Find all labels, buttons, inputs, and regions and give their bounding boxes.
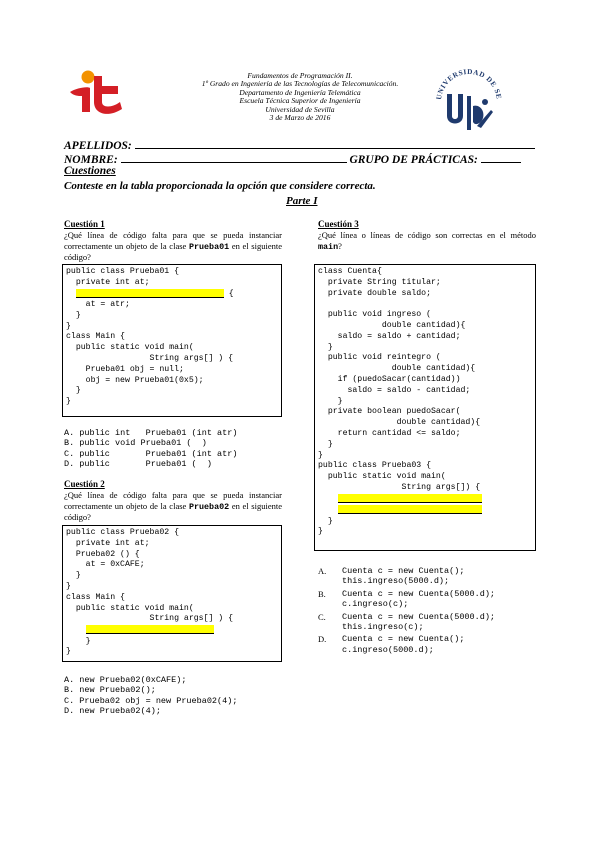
q1-option-b[interactable]: B. public void Prueba01 ( ) xyxy=(64,438,207,449)
q1-code-box xyxy=(62,264,282,417)
q3-code-line: } xyxy=(318,450,323,460)
q2-text-post: en el siguiente código? xyxy=(64,500,282,522)
q3-code-line: String args[]) { xyxy=(318,482,481,492)
q1-code-line: public class Prueba01 { xyxy=(66,267,180,276)
q3-code-line: } xyxy=(318,527,323,537)
q3-text-code: main xyxy=(318,241,339,252)
q2-code-line: } xyxy=(66,571,81,581)
q3-code-line: double cantidad){ xyxy=(318,364,476,374)
q2-code-line: private int at; xyxy=(66,538,150,548)
instruction-text: Conteste en la tabla proporcionada la opción que considere correcta. xyxy=(64,180,376,192)
q3-code-line: double cantidad){ xyxy=(318,320,466,330)
q3-option-letter: C. xyxy=(318,611,326,622)
q1-code-line: } xyxy=(66,310,81,320)
university-seal-icon xyxy=(433,66,505,136)
it-logo-icon xyxy=(68,68,128,116)
q2-code-line: Prueba02 () { xyxy=(66,549,140,559)
q2-option-c[interactable]: C. Prueba02 obj = new Prueba02(4); xyxy=(64,695,238,706)
q2-code-line: String args[] ) { xyxy=(66,614,234,624)
header-block xyxy=(150,72,450,122)
q3-code-line xyxy=(318,494,532,505)
q1-option-d[interactable]: D. public Prueba01 ( ) xyxy=(64,459,212,470)
nombre-line[interactable] xyxy=(121,152,347,163)
q3-code-line: private String titular; xyxy=(318,277,441,287)
q3-missing-line-highlight-1[interactable] xyxy=(338,494,482,503)
q1-code-line: } xyxy=(66,397,71,407)
q2-option-b[interactable]: B. new Prueba02(); xyxy=(64,685,156,696)
q2-options xyxy=(64,675,237,717)
q2-option-d[interactable]: D. new Prueba02(4); xyxy=(64,706,161,717)
q3-code-line xyxy=(318,299,532,310)
apellidos-row[interactable] xyxy=(64,138,534,152)
q3-code-line xyxy=(318,505,532,516)
q3-option-line: Cuenta c = new Cuenta(); xyxy=(342,634,465,645)
q1-code-line: } xyxy=(66,321,71,331)
q1-text xyxy=(64,230,282,263)
q1-code-line: { xyxy=(66,289,278,300)
q1-option-c[interactable]: C. public Prueba01 (int atr) xyxy=(64,448,238,459)
school-name: Escuela Técnica Superior de Ingeniería xyxy=(239,96,361,106)
q2-code-box xyxy=(62,525,282,662)
q3-option-line: c.ingreso(5000.d); xyxy=(342,644,434,655)
q3-code-line: saldo = saldo - cantidad; xyxy=(318,385,471,395)
q3-text-pre: ¿Qué línea o líneas de código son correctas en el método xyxy=(318,230,536,240)
q3-code-line: } xyxy=(318,439,333,449)
q1-code-line: at = atr; xyxy=(66,300,130,310)
q3-title: Cuestión 3 xyxy=(318,219,359,229)
q1-code-line: class Main { xyxy=(66,332,125,342)
q1-code-line: public static void main( xyxy=(66,343,194,353)
parte-heading: Parte I xyxy=(286,195,318,207)
q2-code-line xyxy=(66,625,278,636)
q2-code-line: at = 0xCAFE; xyxy=(66,560,145,570)
q3-option-line: Cuenta c = new Cuenta(5000.d); xyxy=(342,611,496,622)
q3-option-line: this.ingreso(c); xyxy=(342,622,424,633)
q1-text-post: en el siguiente código? xyxy=(64,240,282,262)
q2-missing-line-highlight[interactable] xyxy=(86,625,214,634)
it-logo xyxy=(68,68,128,116)
university-name: Universidad de Sevilla xyxy=(265,104,335,114)
q2-code-line: } xyxy=(66,636,91,646)
q3-option-letter: A. xyxy=(318,566,327,576)
q3-text xyxy=(318,230,536,252)
q1-missing-line-highlight[interactable] xyxy=(76,289,224,298)
q2-code-line: public static void main( xyxy=(66,603,194,613)
q1-options xyxy=(64,428,237,470)
q3-text-post: ? xyxy=(338,240,342,251)
q3-code-line: private double saldo; xyxy=(318,288,432,298)
q3-code-line: public void reintegro ( xyxy=(318,353,441,363)
q3-option-c[interactable] xyxy=(318,612,538,633)
q2-text xyxy=(64,490,282,523)
grupo-line[interactable] xyxy=(481,152,521,163)
q3-options xyxy=(318,566,538,655)
q3-missing-line-highlight-2[interactable] xyxy=(338,505,482,514)
exam-date: 3 de Marzo de 2016 xyxy=(269,113,331,123)
q2-code-line: public class Prueba02 { xyxy=(66,528,180,537)
nombre-row[interactable] xyxy=(64,152,544,166)
university-seal xyxy=(433,66,505,136)
q3-code-line: private boolean puedoSacar( xyxy=(318,407,461,417)
course-name: Fundamentos de Programación II. xyxy=(247,71,353,80)
q3-code-line: if (puedoSacar(cantidad)) xyxy=(318,374,461,384)
q3-option-a[interactable] xyxy=(318,566,538,587)
q2-code-line: } xyxy=(66,581,71,591)
q3-option-b[interactable] xyxy=(318,589,538,610)
q1-code-line: obj = new Prueba01(0x5); xyxy=(66,375,204,385)
q3-code-line: public static void main( xyxy=(318,472,446,482)
apellidos-line[interactable] xyxy=(135,138,535,149)
q2-text-code: Prueba02 xyxy=(188,501,230,512)
department-name: Departamento de Ingeniería Telemática xyxy=(239,87,361,97)
q3-code-line: saldo = saldo + cantidad; xyxy=(318,331,461,341)
degree-name: 1º Grado en Ingeniería de las Tecnologías de Telecomunicación. xyxy=(201,79,399,89)
q3-option-line: this.ingreso(5000.d); xyxy=(342,576,450,587)
q2-title: Cuestión 2 xyxy=(64,479,105,489)
q1-title: Cuestión 1 xyxy=(64,219,105,229)
grupo-label: GRUPO DE PRÁCTICAS: xyxy=(349,154,478,166)
cuestiones-heading: Cuestiones xyxy=(64,165,116,177)
q1-code-line: String args[] ) { xyxy=(66,354,234,364)
q2-code-line: } xyxy=(66,647,71,657)
q3-option-line: Cuenta c = new Cuenta(); xyxy=(342,566,465,576)
q3-option-letter: B. xyxy=(318,588,326,599)
q2-code-line: class Main { xyxy=(66,592,125,602)
q3-code-line: return cantidad <= saldo; xyxy=(318,428,461,438)
q3-code-line: public class Prueba03 { xyxy=(318,461,432,471)
q3-code-line: class Cuenta{ xyxy=(318,267,382,276)
svg-text:UNIVERSIDAD DE SEVILLA: UNIVERSIDAD DE SE xyxy=(435,67,503,101)
q3-option-line: Cuenta c = new Cuenta(5000.d); xyxy=(342,588,496,599)
q3-code-line: } xyxy=(318,396,343,406)
q3-code-line: double cantidad){ xyxy=(318,418,481,428)
q1-text-pre: ¿Qué línea de código falta para que se pueda instanciar correctamente un objeto de la clase xyxy=(64,230,282,251)
apellidos-label: APELLIDOS: xyxy=(64,140,132,152)
q3-option-d[interactable] xyxy=(318,634,538,655)
q3-code-line: } xyxy=(318,342,333,352)
q1-option-a[interactable]: A. public int Prueba01 (int atr) xyxy=(64,428,238,438)
q3-code-box xyxy=(314,264,536,551)
q1-code-line: private int at; xyxy=(66,277,150,287)
q1-code-line: Prueba01 obj = null; xyxy=(66,364,184,374)
nombre-label: NOMBRE: xyxy=(64,154,118,166)
q1-text-code: Prueba01 xyxy=(188,241,230,252)
q2-text-pre: ¿Qué línea de código falta para que se pueda instanciar correctamente un objeto de la clase xyxy=(64,490,282,511)
q1-code-line: } xyxy=(66,386,81,396)
q2-option-a[interactable]: A. new Prueba02(0xCAFE); xyxy=(64,675,187,685)
q3-code-line: public void ingreso ( xyxy=(318,310,432,320)
q3-code-line: } xyxy=(318,516,333,526)
q3-option-letter: D. xyxy=(318,634,327,645)
q3-option-line: c.ingreso(c); xyxy=(342,599,409,610)
